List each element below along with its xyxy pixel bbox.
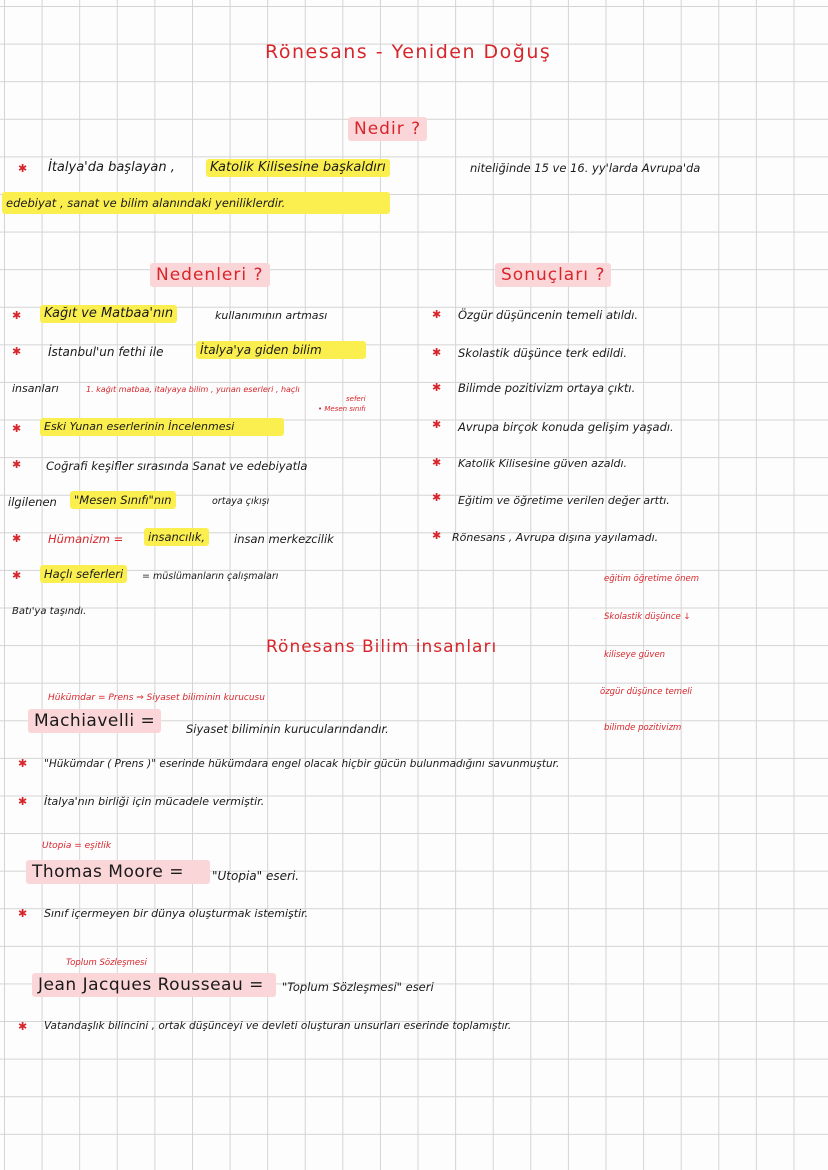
neden-4-a: Coğrafi keşifler sırasında Sanat ve edebiyatla — [46, 459, 308, 473]
neden-2-cont: insanları — [12, 382, 59, 395]
bullet-star-icon: ✱ — [18, 162, 28, 175]
machiavelli-b2: İtalya'nın birliği için mücadele vermiştir. — [44, 795, 265, 808]
neden-3-highlight: Eski Yunan eserlerinin İncelenmesi — [40, 418, 284, 436]
neden-1-rest: kullanımının artması — [215, 309, 328, 322]
neden-1-highlight: Kağıt ve Matbaa'nın — [40, 305, 177, 323]
sonuclar-heading: Sonuçları ? — [495, 263, 611, 287]
neden-5-rest: insan merkezcilik — [234, 532, 334, 546]
neden-4-c: ortaya çıkışı — [212, 496, 270, 507]
sonuc-note: Skolastik düşünce ↓ — [604, 612, 691, 622]
neden-2-highlight: İtalya'ya giden bilim — [196, 341, 366, 359]
bilim-heading: Rönesans Bilim insanları — [266, 637, 498, 657]
bullet-star-icon: ✱ — [12, 569, 22, 582]
sonuc-item: Eğitim ve öğretime verilen değer arttı. — [458, 494, 670, 507]
nedir-line1-highlight: Katolik Kilisesine başkaldırı — [206, 159, 390, 177]
bullet-star-icon: ✱ — [432, 308, 442, 321]
bullet-star-icon: ✱ — [12, 532, 22, 545]
bullet-star-icon: ✱ — [432, 346, 442, 359]
nedir-line1-b: niteliğinde 15 ve 16. yy'larda Avrupa'da — [470, 161, 701, 175]
neden-2-note: 1. kağıt matbaa, italyaya bilim , yunan eserleri , haçlı — [86, 385, 300, 394]
bullet-star-icon: ✱ — [432, 456, 442, 469]
sonuc-item: Skolastik düşünce terk edildi. — [458, 346, 628, 360]
sonuc-item: Rönesans , Avrupa dışına yayılamadı. — [452, 531, 659, 544]
bullet-star-icon: ✱ — [12, 345, 22, 358]
neden-5-highlight: insancılık, — [144, 528, 209, 546]
sonuc-note: bilimde pozitivizm — [604, 723, 682, 733]
sonuc-note: özgür düşünce temeli — [600, 687, 693, 697]
bullet-star-icon: ✱ — [432, 529, 442, 542]
bullet-star-icon: ✱ — [18, 1020, 28, 1033]
bullet-star-icon: ✱ — [12, 458, 22, 471]
moore-b1: Sınıf içermeyen bir dünya oluşturmak istemiştir. — [44, 907, 309, 920]
neden-6-highlight: Haçlı seferleri — [40, 565, 127, 583]
neden-4-b: ilgilenen — [8, 495, 57, 509]
machiavelli-desc: Siyaset biliminin kurucularındandır. — [186, 722, 389, 736]
bullet-star-icon: ✱ — [432, 491, 442, 504]
neden-2-note2: seferi — [346, 395, 366, 403]
machiavelli-note: Hükümdar = Prens ⇒ Siyaset biliminin kurucusu — [48, 693, 265, 703]
rousseau-b1: Vatandaşlık bilincini , ortak düşünceyi ve devleti oluşturan unsurları eserinde toplamıştır. — [44, 1020, 512, 1032]
moore-note: Utopia = eşitlik — [42, 841, 112, 851]
rousseau-desc: "Toplum Sözleşmesi" eseri — [282, 980, 434, 994]
nedir-heading: Nedir ? — [348, 117, 427, 141]
rousseau-note: Toplum Sözleşmesi — [66, 958, 147, 968]
neden-6-cont: Batı'ya taşındı. — [12, 606, 87, 617]
machiavelli-b1: "Hükümdar ( Prens )" eserinde hükümdara engel olacak hiçbir gücün bulunmadığını savunmuştur. — [44, 758, 560, 770]
rousseau-name: Jean Jacques Rousseau = — [32, 973, 276, 997]
neden-2-note3: • Mesen sınıfı — [318, 405, 366, 413]
bullet-star-icon: ✱ — [18, 795, 28, 808]
nedir-line1-a: İtalya'da başlayan , — [48, 160, 175, 175]
sonuc-item: Avrupa birçok konuda gelişim yaşadı. — [458, 420, 674, 434]
sonuc-note: kiliseye güven — [604, 650, 666, 660]
neden-4-highlight: "Mesen Sınıfı"nın — [70, 491, 176, 509]
bullet-star-icon: ✱ — [18, 907, 28, 920]
neden-5-red: Hümanizm = — [48, 532, 124, 546]
sonuc-item: Katolik Kilisesine güven azaldı. — [458, 457, 628, 470]
bullet-star-icon: ✱ — [432, 418, 442, 431]
bullet-star-icon: ✱ — [432, 381, 442, 394]
bullet-star-icon: ✱ — [12, 422, 22, 435]
nedenler-heading: Nedenleri ? — [150, 263, 270, 287]
moore-desc: "Utopia" eseri. — [212, 869, 300, 883]
nedir-line2-highlight: edebiyat , sanat ve bilim alanındaki yeniliklerdir. — [2, 192, 390, 214]
sonuc-item: Özgür düşüncenin temeli atıldı. — [458, 308, 639, 322]
sonuc-note: eğitim öğretime önem — [604, 574, 699, 584]
machiavelli-name: Machiavelli = — [28, 709, 161, 733]
page-title: Rönesans - Yeniden Doğuş — [265, 41, 552, 63]
neden-2-a: İstanbul'un fethi ile — [48, 345, 164, 359]
moore-name: Thomas Moore = — [26, 860, 210, 884]
sonuc-item: Bilimde pozitivizm ortaya çıktı. — [458, 381, 636, 395]
neden-6-rest: = müslümanların çalışmaları — [142, 571, 279, 582]
bullet-star-icon: ✱ — [12, 309, 22, 322]
bullet-star-icon: ✱ — [18, 757, 28, 770]
